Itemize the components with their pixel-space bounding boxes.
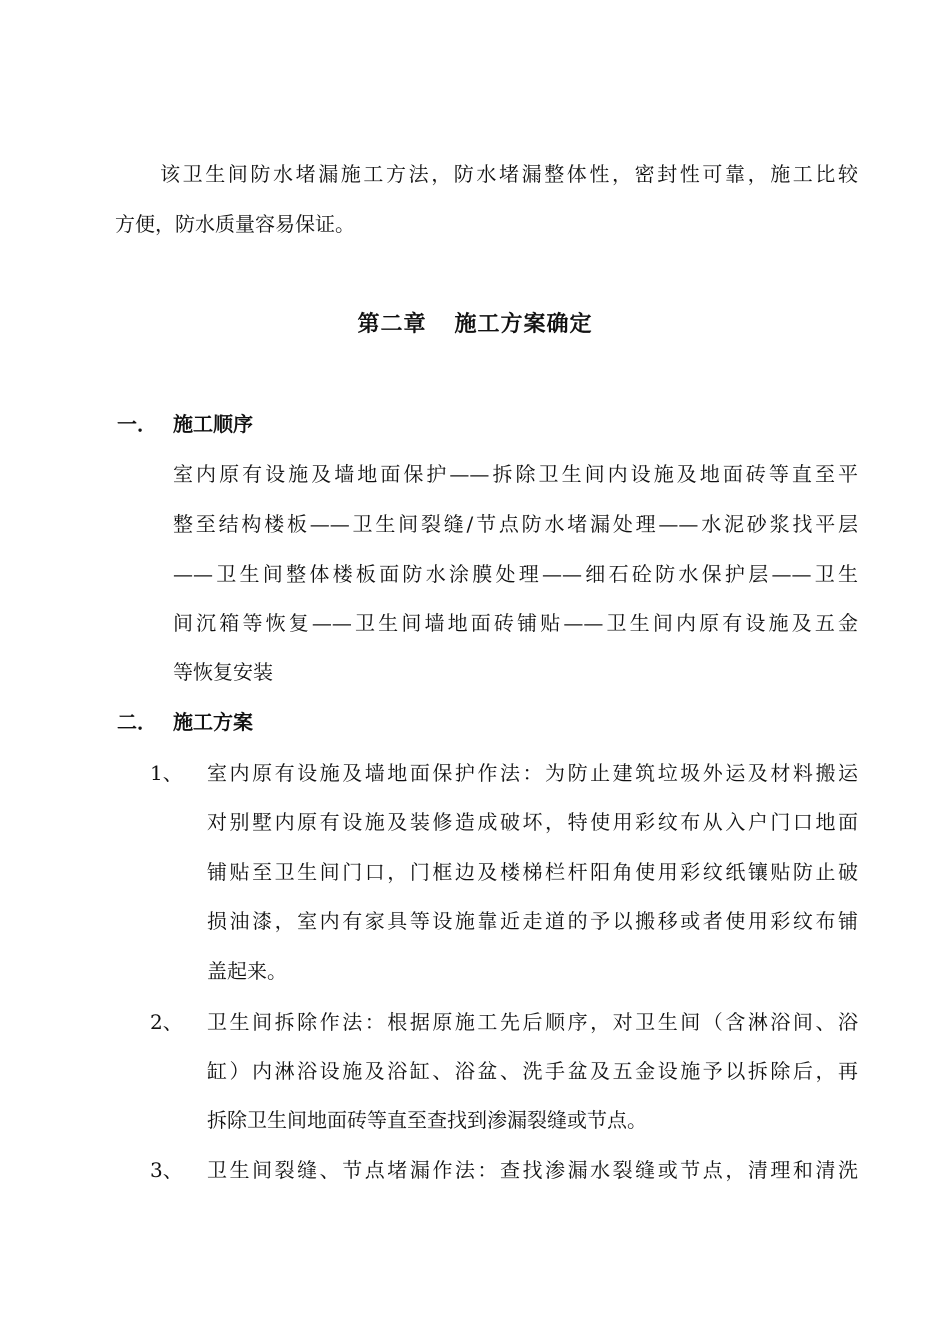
section2-heading: 施工方案 [173, 710, 253, 734]
item3-number: 3、 [150, 1158, 183, 1182]
section2-number: 二． [117, 710, 157, 734]
item1-number: 1、 [150, 761, 183, 785]
section1-number: 一． [117, 412, 157, 436]
chapter-name: 施工方案确定 [454, 311, 593, 337]
section1-line-4: 间沉箱等恢复——卫生间墙地面砖铺贴——卫生间内原有设施及五金 [173, 611, 858, 635]
section1-line-3: ——卫生间整体楼板面防水涂膜处理——细石砼防水保护层——卫生 [173, 562, 858, 586]
item3-line-1: 卫生间裂缝、节点堵漏作法：查找渗漏水裂缝或节点，清理和清洗 [207, 1158, 858, 1182]
item2-line-2: 缸）内淋浴设施及浴缸、浴盆、洗手盆及五金设施予以拆除后，再 [207, 1059, 858, 1083]
chapter-title [0, 310, 950, 338]
section1-line-1: 室内原有设施及墙地面保护——拆除卫生间内设施及地面砖等直至平 [173, 462, 858, 486]
chapter-label: 第二章 [357, 311, 427, 337]
item1-line-2: 对别墅内原有设施及装修造成破坏，特使用彩纹布从入户门口地面 [207, 810, 858, 834]
item1-line-1: 室内原有设施及墙地面保护作法：为防止建筑垃圾外运及材料搬运 [207, 761, 858, 785]
item2-number: 2、 [150, 1010, 183, 1034]
item1-line-5: 盖起来。 [207, 959, 287, 983]
section1-line-2: 整至结构楼板——卫生间裂缝/节点防水堵漏处理——水泥砂浆找平层 [173, 512, 858, 536]
section1-line-5: 等恢复安装 [173, 660, 273, 684]
item1-line-4: 损油漆，室内有家具等设施靠近走道的予以搬移或者使用彩纹布铺 [207, 909, 858, 933]
item1-line-3: 铺贴至卫生间门口，门框边及楼梯栏杆阳角使用彩纹纸镶贴防止破 [207, 860, 858, 884]
item2-line-1: 卫生间拆除作法：根据原施工先后顺序，对卫生间（含淋浴间、浴 [207, 1010, 858, 1034]
intro-line-1: 该卫生间防水堵漏施工方法，防水堵漏整体性，密封性可靠，施工比较 [160, 162, 858, 186]
intro-line-2: 方便，防水质量容易保证。 [115, 212, 355, 236]
section1-heading: 施工顺序 [173, 412, 253, 436]
item2-line-3: 拆除卫生间地面砖等直至查找到渗漏裂缝或节点。 [207, 1108, 647, 1132]
